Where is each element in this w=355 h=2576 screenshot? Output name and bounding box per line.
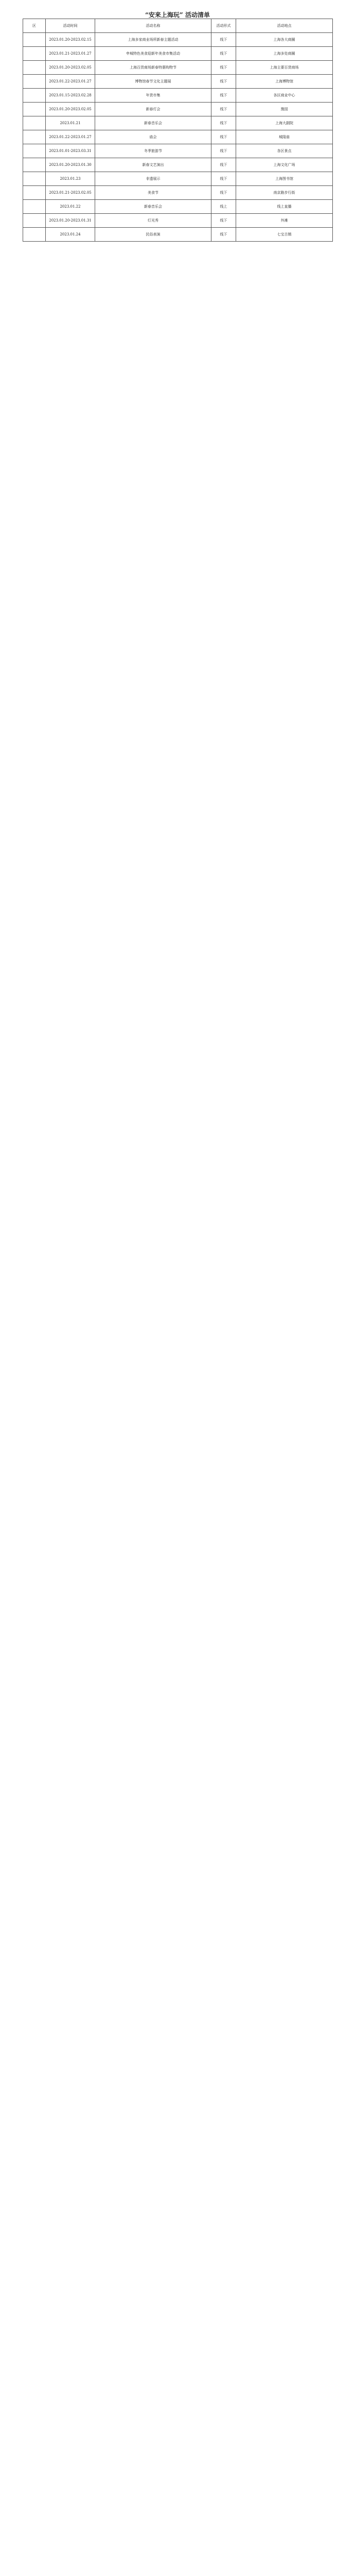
time-cell: 2023.01.20-2023.02.15 [46,33,95,47]
activity-cell: 民俗表演 [95,228,211,242]
format-cell: 线下 [211,103,236,116]
time-cell: 2023.01.01-2023.03.31 [46,144,95,158]
location-cell: 上海各大商圈 [236,33,333,47]
header-district: 区 [23,19,46,33]
table-row [23,200,333,214]
location-cell: 上海大剧院 [236,116,333,130]
table-row [23,172,333,186]
location-cell: 豫园 [236,103,333,116]
table-row [23,144,333,158]
table-row [23,228,333,242]
district-cell [23,144,46,158]
table-row [23,186,333,200]
district-cell [23,228,46,242]
district-cell [23,214,46,228]
format-cell: 线下 [211,47,236,61]
format-cell: 线下 [211,89,236,103]
activity-cell: 上海多家商业场所新春主题活动 [95,33,211,47]
location-cell: 上海博物馆 [236,75,333,89]
activity-cell: 年货市集 [95,89,211,103]
activity-cell: 新春灯会 [95,103,211,116]
activity-cell: 庙会 [95,130,211,144]
activity-cell: 美食节 [95,186,211,200]
header-location: 活动地点 [236,19,333,33]
location-cell: 外滩 [236,214,333,228]
format-cell: 线下 [211,158,236,172]
format-cell: 线下 [211,144,236,158]
table-header [23,19,333,33]
time-cell: 2023.01.21-2023.01.27 [46,47,95,61]
district-cell [23,89,46,103]
location-cell: 城隍庙 [236,130,333,144]
location-cell: 上海图书馆 [236,172,333,186]
time-cell: 2023.01.20-2023.02.05 [46,103,95,116]
format-cell: 线下 [211,214,236,228]
activity-cell: 冬季旅游节 [95,144,211,158]
district-cell [23,130,46,144]
district-cell [23,172,46,186]
location-cell: 各区商业中心 [236,89,333,103]
activity-cell: 新春文艺演出 [95,158,211,172]
time-cell: 2023.01.24 [46,228,95,242]
header-activity: 活动名称 [95,19,211,33]
time-cell: 2023.01.23 [46,172,95,186]
header-format: 活动形式 [211,19,236,33]
table-row [23,214,333,228]
district-cell [23,61,46,75]
location-cell: 南京路步行街 [236,186,333,200]
activity-cell: 上海百货商场新春特惠购物节 [95,61,211,75]
table-row [23,75,333,89]
time-cell: 2023.01.20-2023.01.30 [46,158,95,172]
table-row [23,130,333,144]
district-cell [23,47,46,61]
time-cell: 2023.01.20-2023.02.05 [46,61,95,75]
activity-cell: 新春音乐会 [95,200,211,214]
location-cell: 上海主要百货商场 [236,61,333,75]
district-cell [23,116,46,130]
activity-cell: 申城特色美食迎新年美食市集活动 [95,47,211,61]
time-cell: 2023.01.21-2023.02.05 [46,186,95,200]
activity-table [23,19,333,242]
activity-cell: 灯光秀 [95,214,211,228]
time-cell: 2023.01.22-2023.01.27 [46,75,95,89]
district-cell [23,158,46,172]
format-cell: 线下 [211,61,236,75]
table-row [23,33,333,47]
format-cell: 线下 [211,172,236,186]
district-cell [23,103,46,116]
location-cell: 上海文化广场 [236,158,333,172]
header-time: 活动时间 [46,19,95,33]
location-cell: 线上直播 [236,200,333,214]
format-cell: 线下 [211,75,236,89]
time-cell: 2023.01.21 [46,116,95,130]
time-cell: 2023.01.15-2023.02.28 [46,89,95,103]
time-cell: 2023.01.22 [46,200,95,214]
activity-cell: 新春音乐会 [95,116,211,130]
district-cell [23,33,46,47]
table-row [23,116,333,130]
activity-cell: 博物馆春节文化主题展 [95,75,211,89]
activity-cell: 非遗展示 [95,172,211,186]
page-title: “安来上海玩” 活动清单 [145,11,210,19]
district-cell [23,200,46,214]
location-cell: 上海多处商圈 [236,47,333,61]
table-row [23,158,333,172]
district-cell [23,186,46,200]
format-cell: 线下 [211,228,236,242]
time-cell: 2023.01.22-2023.01.27 [46,130,95,144]
time-cell: 2023.01.20-2023.01.31 [46,214,95,228]
location-cell: 七宝古镇 [236,228,333,242]
format-cell: 线下 [211,116,236,130]
district-cell [23,75,46,89]
format-cell: 线上 [211,200,236,214]
format-cell: 线下 [211,130,236,144]
format-cell: 线下 [211,33,236,47]
table-row [23,61,333,75]
table-row [23,89,333,103]
location-cell: 各区景点 [236,144,333,158]
table-row [23,103,333,116]
table-row [23,47,333,61]
format-cell: 线下 [211,186,236,200]
